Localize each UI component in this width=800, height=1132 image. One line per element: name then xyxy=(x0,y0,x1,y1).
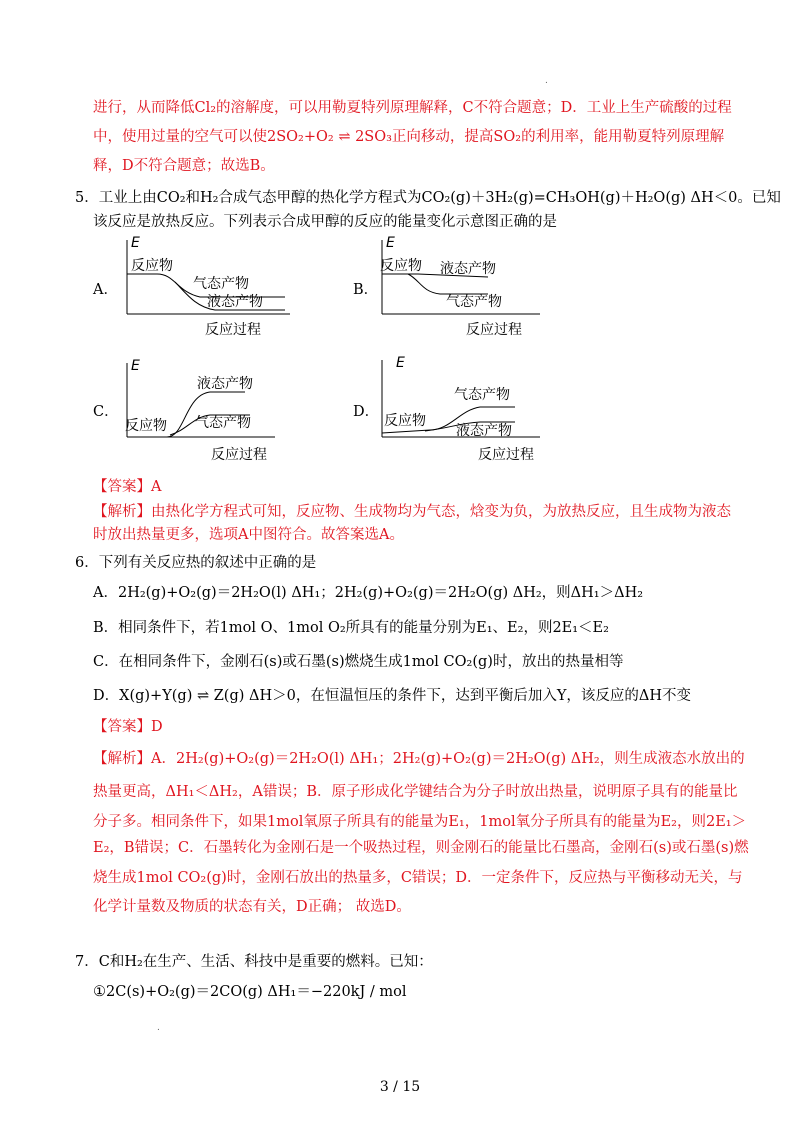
page-number: 3 / 15 xyxy=(379,1079,421,1095)
q6-analysis-line-6: 化学计量数及物质的状态有关，D正确； 故选D。 xyxy=(93,899,411,915)
q5-graph-b-reactant: 反应物 xyxy=(380,258,422,274)
q5-graph-d-reactant: 反应物 xyxy=(384,413,426,429)
q6-answer: 【答案】D xyxy=(93,719,163,735)
q5-graph-b xyxy=(370,232,560,346)
scan-dot-2: . xyxy=(157,1023,160,1033)
scan-dot: . xyxy=(545,76,548,86)
q5-graph-c-liquid-product: 液态产物 xyxy=(197,376,253,392)
q5-graph-a xyxy=(115,232,305,346)
q5-graph-a-liquid-product: 液态产物 xyxy=(207,294,263,310)
q5-option-c-label: C． xyxy=(93,404,119,420)
q5-option-b-label: B． xyxy=(353,282,379,298)
q5-graph-b-axis-x: 反应过程 xyxy=(466,322,522,338)
q5-graph-c-gas-product: 气态产物 xyxy=(195,415,251,431)
q5-graph-b-liquid-product: 液态产物 xyxy=(440,261,496,277)
q5-graph-d-axis-e: E xyxy=(396,355,405,371)
q6-option-b: B．相同条件下，若1mol O、1mol O₂所具有的能量分别为E₁、E₂，则2E₁＜E₂ xyxy=(93,620,609,636)
q7-stem: 7．C和H₂在生产、生活、科技中是重要的燃料。已知： xyxy=(75,954,433,970)
q6-option-a: A．2H₂(g)+O₂(g)＝2H₂O(l) ΔH₁；2H₂(g)+O₂(g)＝2H₂O(g) ΔH₂，则ΔH₁＞ΔH₂ xyxy=(93,585,644,601)
q6-analysis-a-prefix: 【解析】A．2H₂(g)+O₂(g)＝2H₂O(l) ΔH₁；2H₂(g)+O₂(g)＝2H₂O(g) ΔH₂， xyxy=(93,751,615,767)
prev-analysis-line-2: 中，使用过量的空气可以使2SO₂+O₂ ⇌ 2SO₃正向移动，提高SO₂的利用率，能用勒夏特列原理解 xyxy=(93,129,725,145)
q6-analysis-line-2: 热量更高，ΔH₁＜ΔH₂，A错误；B．原子形成化学键结合为分子时放出热量，说明原子具有的能量比 xyxy=(93,784,738,800)
q6-analysis-line-3: 分子多。相同条件下，如果1mol氧原子所具有的能量为E₁，1mol氧分子所具有的能量为E₂，则2E₁＞ xyxy=(93,814,747,830)
q5-analysis-line-1: 【解析】由热化学方程式可知，反应物、生成物均为气态，焓变为负，为放热反应，且生成物为液态 xyxy=(93,504,731,520)
q5-graph-d xyxy=(370,355,570,469)
q5-graph-a-axis-e: E xyxy=(131,235,140,251)
q6-option-c: C．在相同条件下，金刚石(s)或石墨(s)燃烧生成1mol CO₂(g)时，放出的热量相等 xyxy=(93,654,624,670)
q6-analysis-line-5: 烧生成1mol CO₂(g)时，金刚石放出的热量多，C错误；D．一定条件下，反应热与平衡移动无关，与 xyxy=(93,870,743,886)
q6-analysis-a-suffix: 则生成液态水放出的 xyxy=(614,751,745,767)
q5-graph-d-liquid-product: 液态产物 xyxy=(456,423,512,439)
q5-option-a-label: A． xyxy=(93,282,118,298)
q6-stem: 6．下列有关反应热的叙述中正确的是 xyxy=(75,555,317,571)
q6-option-d: D．X(g)+Y(g) ⇌ Z(g) ΔH＞0，在恒温恒压的条件下，达到平衡后加入Y，该反应的ΔH不变 xyxy=(93,688,692,704)
q5-graph-d-axis-x: 反应过程 xyxy=(478,447,534,463)
q5-graph-c-axis-e: E xyxy=(131,358,140,374)
q5-stem-line-2: 该反应是放热反应。下列表示合成甲醇的反应的能量变化示意图正确的是 xyxy=(93,214,557,230)
q5-option-d-label: D． xyxy=(353,404,380,420)
q5-answer: 【答案】A xyxy=(93,479,162,495)
q5-graph-a-reactant: 反应物 xyxy=(131,258,173,274)
q5-graph-a-gas-product: 气态产物 xyxy=(193,276,249,292)
q6-analysis-line-4: E₂，B错误；C．石墨转化为金刚石是一个吸热过程，则金刚石的能量比石墨高，金刚石(s)或石墨(s)燃 xyxy=(93,840,749,856)
q5-analysis-line-2: 时放出热量更多，选项A中图符合。故答案选A。 xyxy=(93,527,404,543)
q5-stem-line-1: 5．工业上由CO₂和H₂合成气态甲醇的热化学方程式为CO₂(g)＋3H₂(g)=CH₃OH(g)＋H₂O(g) ΔH＜0。已知 xyxy=(75,190,781,206)
q6-analysis-line-1 xyxy=(93,749,745,769)
q5-graph-c xyxy=(115,355,305,469)
prev-analysis-line-3: 释，D不符合题意；故选B。 xyxy=(93,158,275,174)
q5-graph-b-gas-product: 气态产物 xyxy=(446,294,502,310)
q5-graph-c-reactant: 反应物 xyxy=(125,418,167,434)
q5-graph-a-axis-x: 反应过程 xyxy=(205,322,261,338)
q7-equation-1: ①2C(s)+O₂(g)＝2CO(g) ΔH₁＝−220kJ / mol xyxy=(93,984,407,1000)
prev-analysis-line-1: 进行，从而降低Cl₂的溶解度，可以用勒夏特列原理解释，C不符合题意；D．工业上生产硫酸的过程 xyxy=(93,100,732,116)
q5-graph-c-axis-x: 反应过程 xyxy=(211,447,267,463)
q5-graph-d-gas-product: 气态产物 xyxy=(454,387,510,403)
q5-graph-b-axis-e: E xyxy=(386,235,395,251)
